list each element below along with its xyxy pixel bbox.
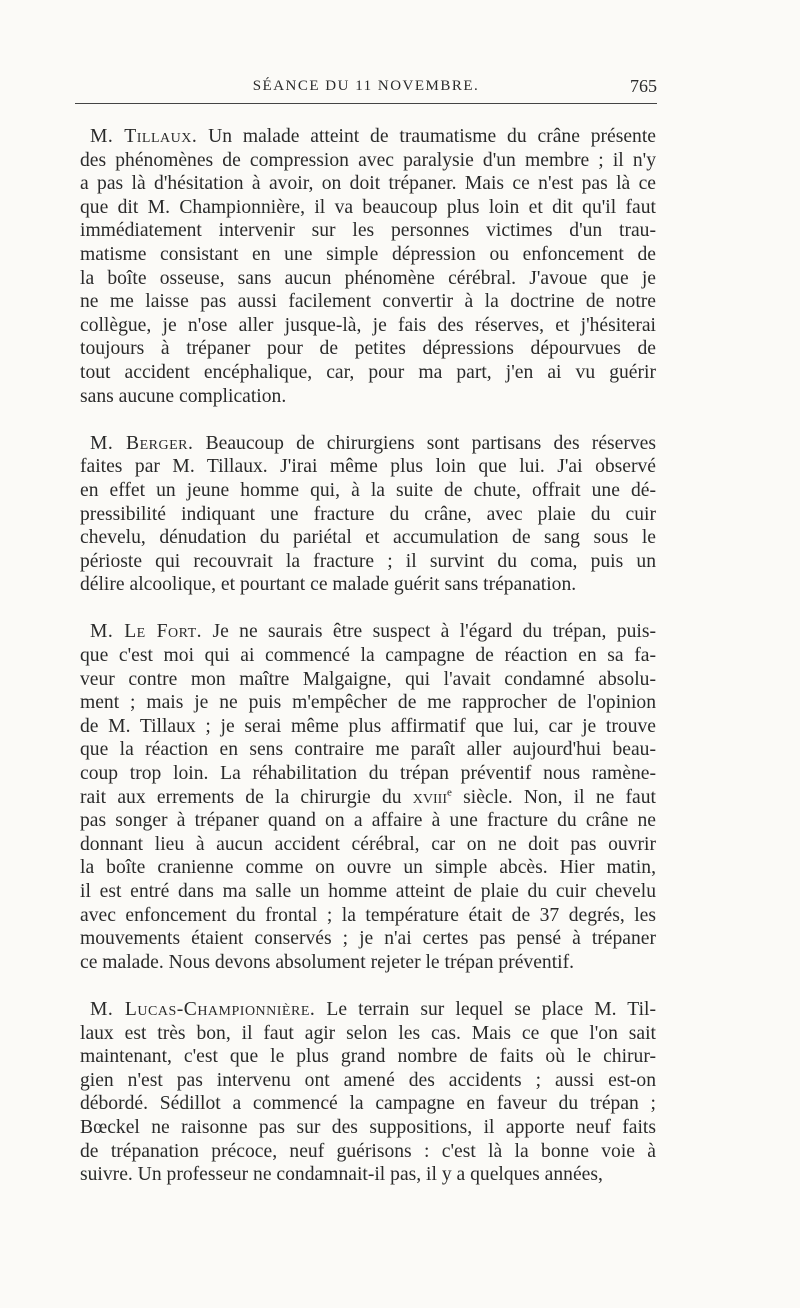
line-text: maintenant, c'est que le plus grand nombre de faits où le chirur- <box>80 1046 656 1068</box>
text-line <box>80 1092 656 1116</box>
document-body <box>80 125 656 1210</box>
text-line <box>80 1116 656 1140</box>
line-text: la boîte cranienne comme on ouvre un simple abcès. Hier matin, <box>80 857 656 879</box>
speaker-name: M. Tillaux. <box>90 126 198 147</box>
paragraph <box>80 620 656 974</box>
line-text: pressibilité indiquant une fracture du crâne, avec plaie du cuir <box>80 503 656 525</box>
line-text: laux est très bon, il faut agir selon les cas. Mais ce que l'on sait <box>80 1022 656 1044</box>
text-line <box>80 951 656 975</box>
text-line <box>80 904 656 928</box>
text-line <box>80 668 656 692</box>
text-line <box>80 998 656 1022</box>
line-text: la boîte osseuse, sans aucun phénomène cérébral. J'avoue que je <box>80 267 656 289</box>
text-line <box>80 361 656 385</box>
text-line <box>80 809 656 833</box>
line-text: ment ; mais je ne puis m'empêcher de me rapprocher de l'opinion <box>80 692 656 714</box>
text-line <box>80 125 656 149</box>
text-line <box>80 691 656 715</box>
line-text: il est entré dans ma salle un homme atteint de plaie du cuir chevelu <box>80 881 656 902</box>
text-line <box>80 503 656 527</box>
text-line <box>80 479 656 503</box>
text-line <box>80 738 656 762</box>
text-line <box>80 620 656 644</box>
line-text: que c'est moi qui ai commencé la campagne de réaction en sa fa- <box>80 645 656 667</box>
text-line <box>80 880 656 904</box>
line-text: immédiatement intervenir sur les personnes victimes d'un trau- <box>80 220 656 242</box>
text-line <box>80 762 656 786</box>
text-line <box>80 833 656 857</box>
text-line <box>80 385 656 409</box>
text-line <box>80 172 656 196</box>
text-line <box>80 337 656 361</box>
line-text: chevelu, dénudation du pariétal et accumulation de sang sous le <box>80 527 656 549</box>
line-text: délire alcoolique, et pourtant ce malade guérit sans trépanation. <box>80 574 577 596</box>
line-text: faites par M. Tillaux. J'irai même plus loin que lui. J'ai observé <box>80 456 656 478</box>
line-text: gien n'est pas intervenu ont amené des accidents ; aussi est-on <box>80 1069 656 1091</box>
text-line <box>80 1163 656 1187</box>
speaker-name: M. Berger. <box>90 432 194 454</box>
text-line <box>80 1045 656 1069</box>
line-text: Un malade atteint de traumatisme du crâne présente <box>197 126 656 147</box>
text-line <box>80 856 656 880</box>
speaker-name: M. Lucas-Championnière. <box>90 998 316 1020</box>
text-line <box>80 644 656 668</box>
text-line <box>80 290 656 314</box>
line-text: pas songer à trépaner quand on a affaire à une fracture du crâne ne <box>80 810 656 832</box>
text-line <box>80 149 656 173</box>
text-line <box>80 715 656 739</box>
paragraph <box>80 998 656 1187</box>
text-line <box>80 1140 656 1164</box>
text-line <box>80 219 656 243</box>
line-text: Bœckel ne raisonne pas sur des suppositions, il apporte neuf faits <box>80 1116 656 1138</box>
speaker-name: M. Le Fort. <box>90 621 203 643</box>
line-text: de M. Tillaux ; je serai même plus affirmatif que lui, car je trouve <box>80 715 656 737</box>
line-text: matisme consistant en une simple dépression ou enfoncement de <box>80 243 656 265</box>
line-text: que dit M. Championnière, il va beaucoup plus loin et dit qu'il faut <box>80 196 656 218</box>
line-text: rait aux errements de la chirurgie du xviii$^e$ siècle. Non, il ne faut <box>80 786 656 808</box>
text-line <box>80 1022 656 1046</box>
line-text: mouvements étaient conservés ; je n'ai certes pas pensé à trépaner <box>80 928 656 950</box>
page-header <box>75 74 657 100</box>
line-text: sans aucune complication. <box>80 385 287 407</box>
line-text: suivre. Un professeur ne condamnait-il pas, il y a quelques années, <box>80 1164 603 1186</box>
line-text: des phénomènes de compression avec paralysie d'un membre ; il n'y <box>80 149 656 171</box>
line-text: coup trop loin. La réhabilitation du trépan préventif nous ramène- <box>80 763 656 785</box>
line-text: ce malade. Nous devons absolument rejeter le trépan préventif. <box>80 951 575 973</box>
text-line <box>80 267 656 291</box>
text-line <box>80 927 656 951</box>
text-line <box>80 550 656 574</box>
line-text: veur contre mon maître Malgaigne, qui l'avait condamné absolu- <box>80 668 656 690</box>
line-text: de trépanation précoce, neuf guérisons : c'est là la bonne voie à <box>80 1140 656 1162</box>
line-text: donnant lieu à aucun accident cérébral, car on ne doit pas ouvrir <box>80 833 656 855</box>
text-line <box>80 243 656 267</box>
line-text: ne me laisse pas aussi facilement convertir à la doctrine de notre <box>80 291 656 313</box>
line-text: que la réaction en sens contraire me paraît aller aujourd'hui beau- <box>80 739 656 761</box>
line-text: avec enfoncement du frontal ; la température était de 37 degrés, les <box>80 904 656 926</box>
line-text: Je ne saurais être suspect à l'égard du trépan, puis- <box>202 621 657 643</box>
text-line <box>80 455 656 479</box>
page-number: 765 <box>630 76 657 96</box>
text-line <box>80 1069 656 1093</box>
line-text: Beaucoup de chirurgiens sont partisans des réserves <box>193 432 656 454</box>
paragraph <box>80 432 656 597</box>
text-line <box>80 573 656 597</box>
running-title: SÉANCE DU 11 NOVEMBRE. <box>252 78 480 94</box>
line-text: collègue, je n'ose aller jusque-là, je fais des réserves, et j'hésiterai <box>80 314 656 336</box>
line-text: périoste qui recouvrait la fracture ; il survint du coma, puis un <box>80 550 656 572</box>
text-line <box>80 432 656 456</box>
line-text: Le terrain sur lequel se place M. Til- <box>315 998 656 1020</box>
text-line <box>80 526 656 550</box>
line-text: débordé. Sédillot a commencé la campagne en faveur du trépan ; <box>80 1093 656 1115</box>
line-text: toujours à trépaner pour de petites dépressions dépourvues de <box>80 338 656 360</box>
paragraph <box>80 125 656 408</box>
text-line <box>80 786 656 810</box>
line-text: a pas là d'hésitation à avoir, on doit trépaner. Mais ce n'est pas là ce <box>80 173 656 195</box>
text-line <box>80 196 656 220</box>
text-line <box>80 314 656 338</box>
line-text: en effet un jeune homme qui, à la suite de chute, offrait une dé- <box>80 479 656 501</box>
header-rule <box>75 103 657 104</box>
line-text: tout accident encéphalique, car, pour ma part, j'en ai vu guérir <box>80 361 656 383</box>
